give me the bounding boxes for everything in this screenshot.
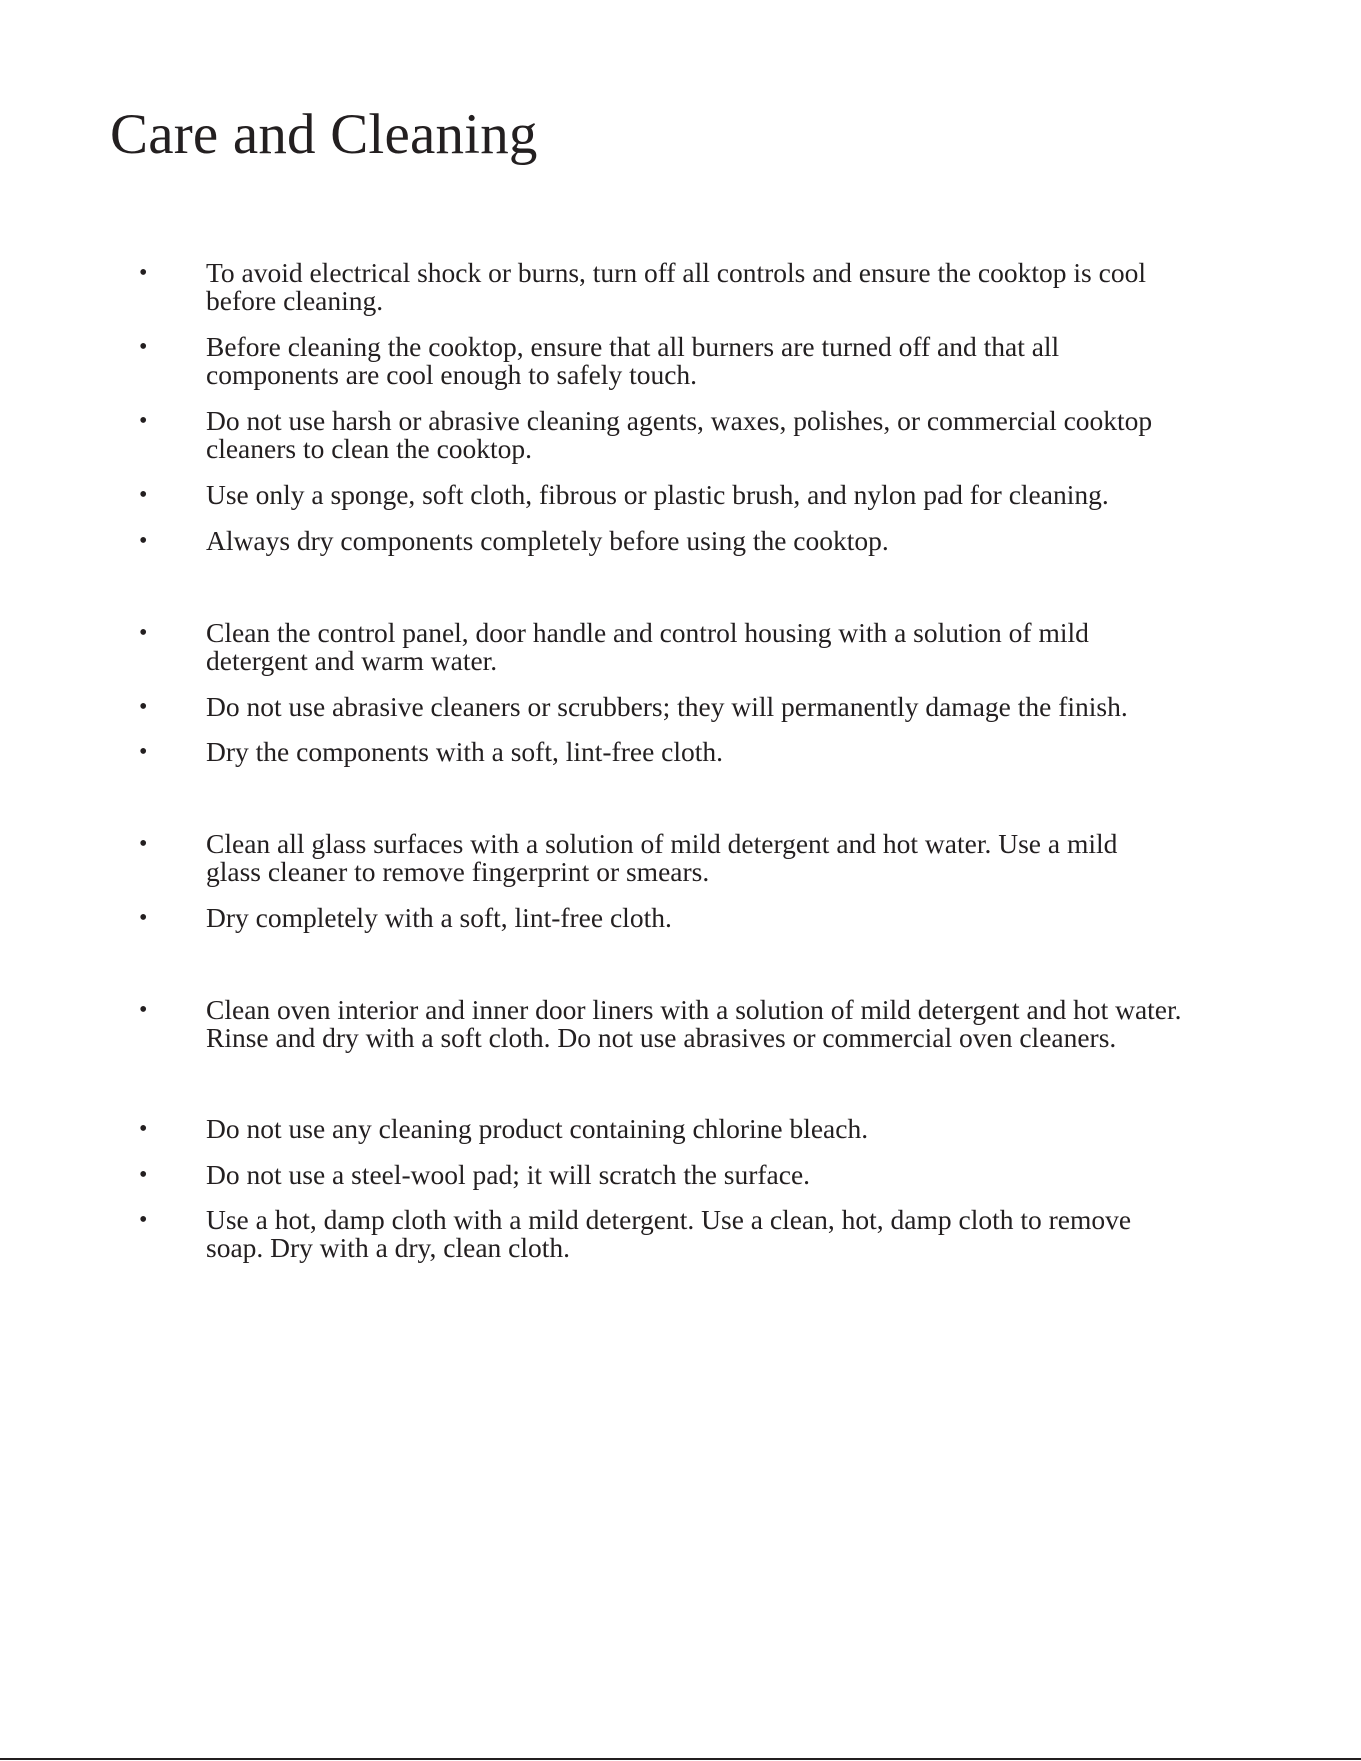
- list-item-text: Clean oven interior and inner door liners with a solution of mild detergent and hot water. Rinse and dry with a soft cloth. Do not use abrasives or commercial oven cleaners.: [206, 994, 1182, 1053]
- bullet-icon: •: [139, 997, 148, 1023]
- bullet-icon: •: [139, 528, 148, 554]
- bullet-icon: •: [139, 334, 148, 360]
- bullet-icon: •: [139, 739, 148, 765]
- bullet-icon: •: [139, 905, 148, 931]
- bullet-icon: •: [139, 1207, 148, 1233]
- list-item-text: Do not use any cleaning product containing chlorine bleach.: [206, 1113, 869, 1144]
- list-item-text: Dry the components with a soft, lint-free cloth.: [206, 736, 724, 767]
- list-item-text: Clean all glass surfaces with a solution of mild detergent and hot water. Use a mild glass cleaner to remove fingerprint or smears.: [206, 828, 1118, 887]
- bullet-icon: •: [139, 1116, 148, 1142]
- bullet-icon: •: [139, 260, 148, 286]
- bullet-icon: •: [139, 620, 148, 646]
- bullet-icon: •: [139, 482, 148, 508]
- list-item-text: Use only a sponge, soft cloth, fibrous or plastic brush, and nylon pad for cleaning.: [206, 479, 1109, 510]
- list-item-text: Do not use abrasive cleaners or scrubbers; they will permanently damage the finish.: [206, 691, 1128, 722]
- bullet-icon: •: [139, 694, 148, 720]
- list-item-text: To avoid electrical shock or burns, turn off all controls and ensure the cooktop is cool before cleaning.: [206, 257, 1146, 316]
- bullet-icon: •: [139, 408, 148, 434]
- list-item-text: Always dry components completely before using the cooktop.: [206, 525, 889, 556]
- list-item-text: Use a hot, damp cloth with a mild detergent. Use a clean, hot, damp cloth to remove soap. Dry with a dry, clean cloth.: [206, 1204, 1132, 1263]
- list-item-text: Do not use a steel-wool pad; it will scratch the surface.: [206, 1159, 811, 1190]
- list-item-text: Dry completely with a soft, lint-free cloth.: [206, 902, 672, 933]
- list-item-text: Do not use harsh or abrasive cleaning agents, waxes, polishes, or commercial cooktop cleaners to clean the cooktop.: [206, 405, 1153, 464]
- list-item-text: Clean the control panel, door handle and control housing with a solution of mild detergent and warm water.: [206, 617, 1089, 676]
- bullet-icon: •: [139, 831, 148, 857]
- bullet-icon: •: [139, 1162, 148, 1188]
- page-title: Care and Cleaning: [110, 103, 538, 166]
- list-item-text: Before cleaning the cooktop, ensure that all burners are turned off and that all components are cool enough to safely touch.: [206, 331, 1060, 390]
- page-bottom-rule: [0, 1758, 1361, 1760]
